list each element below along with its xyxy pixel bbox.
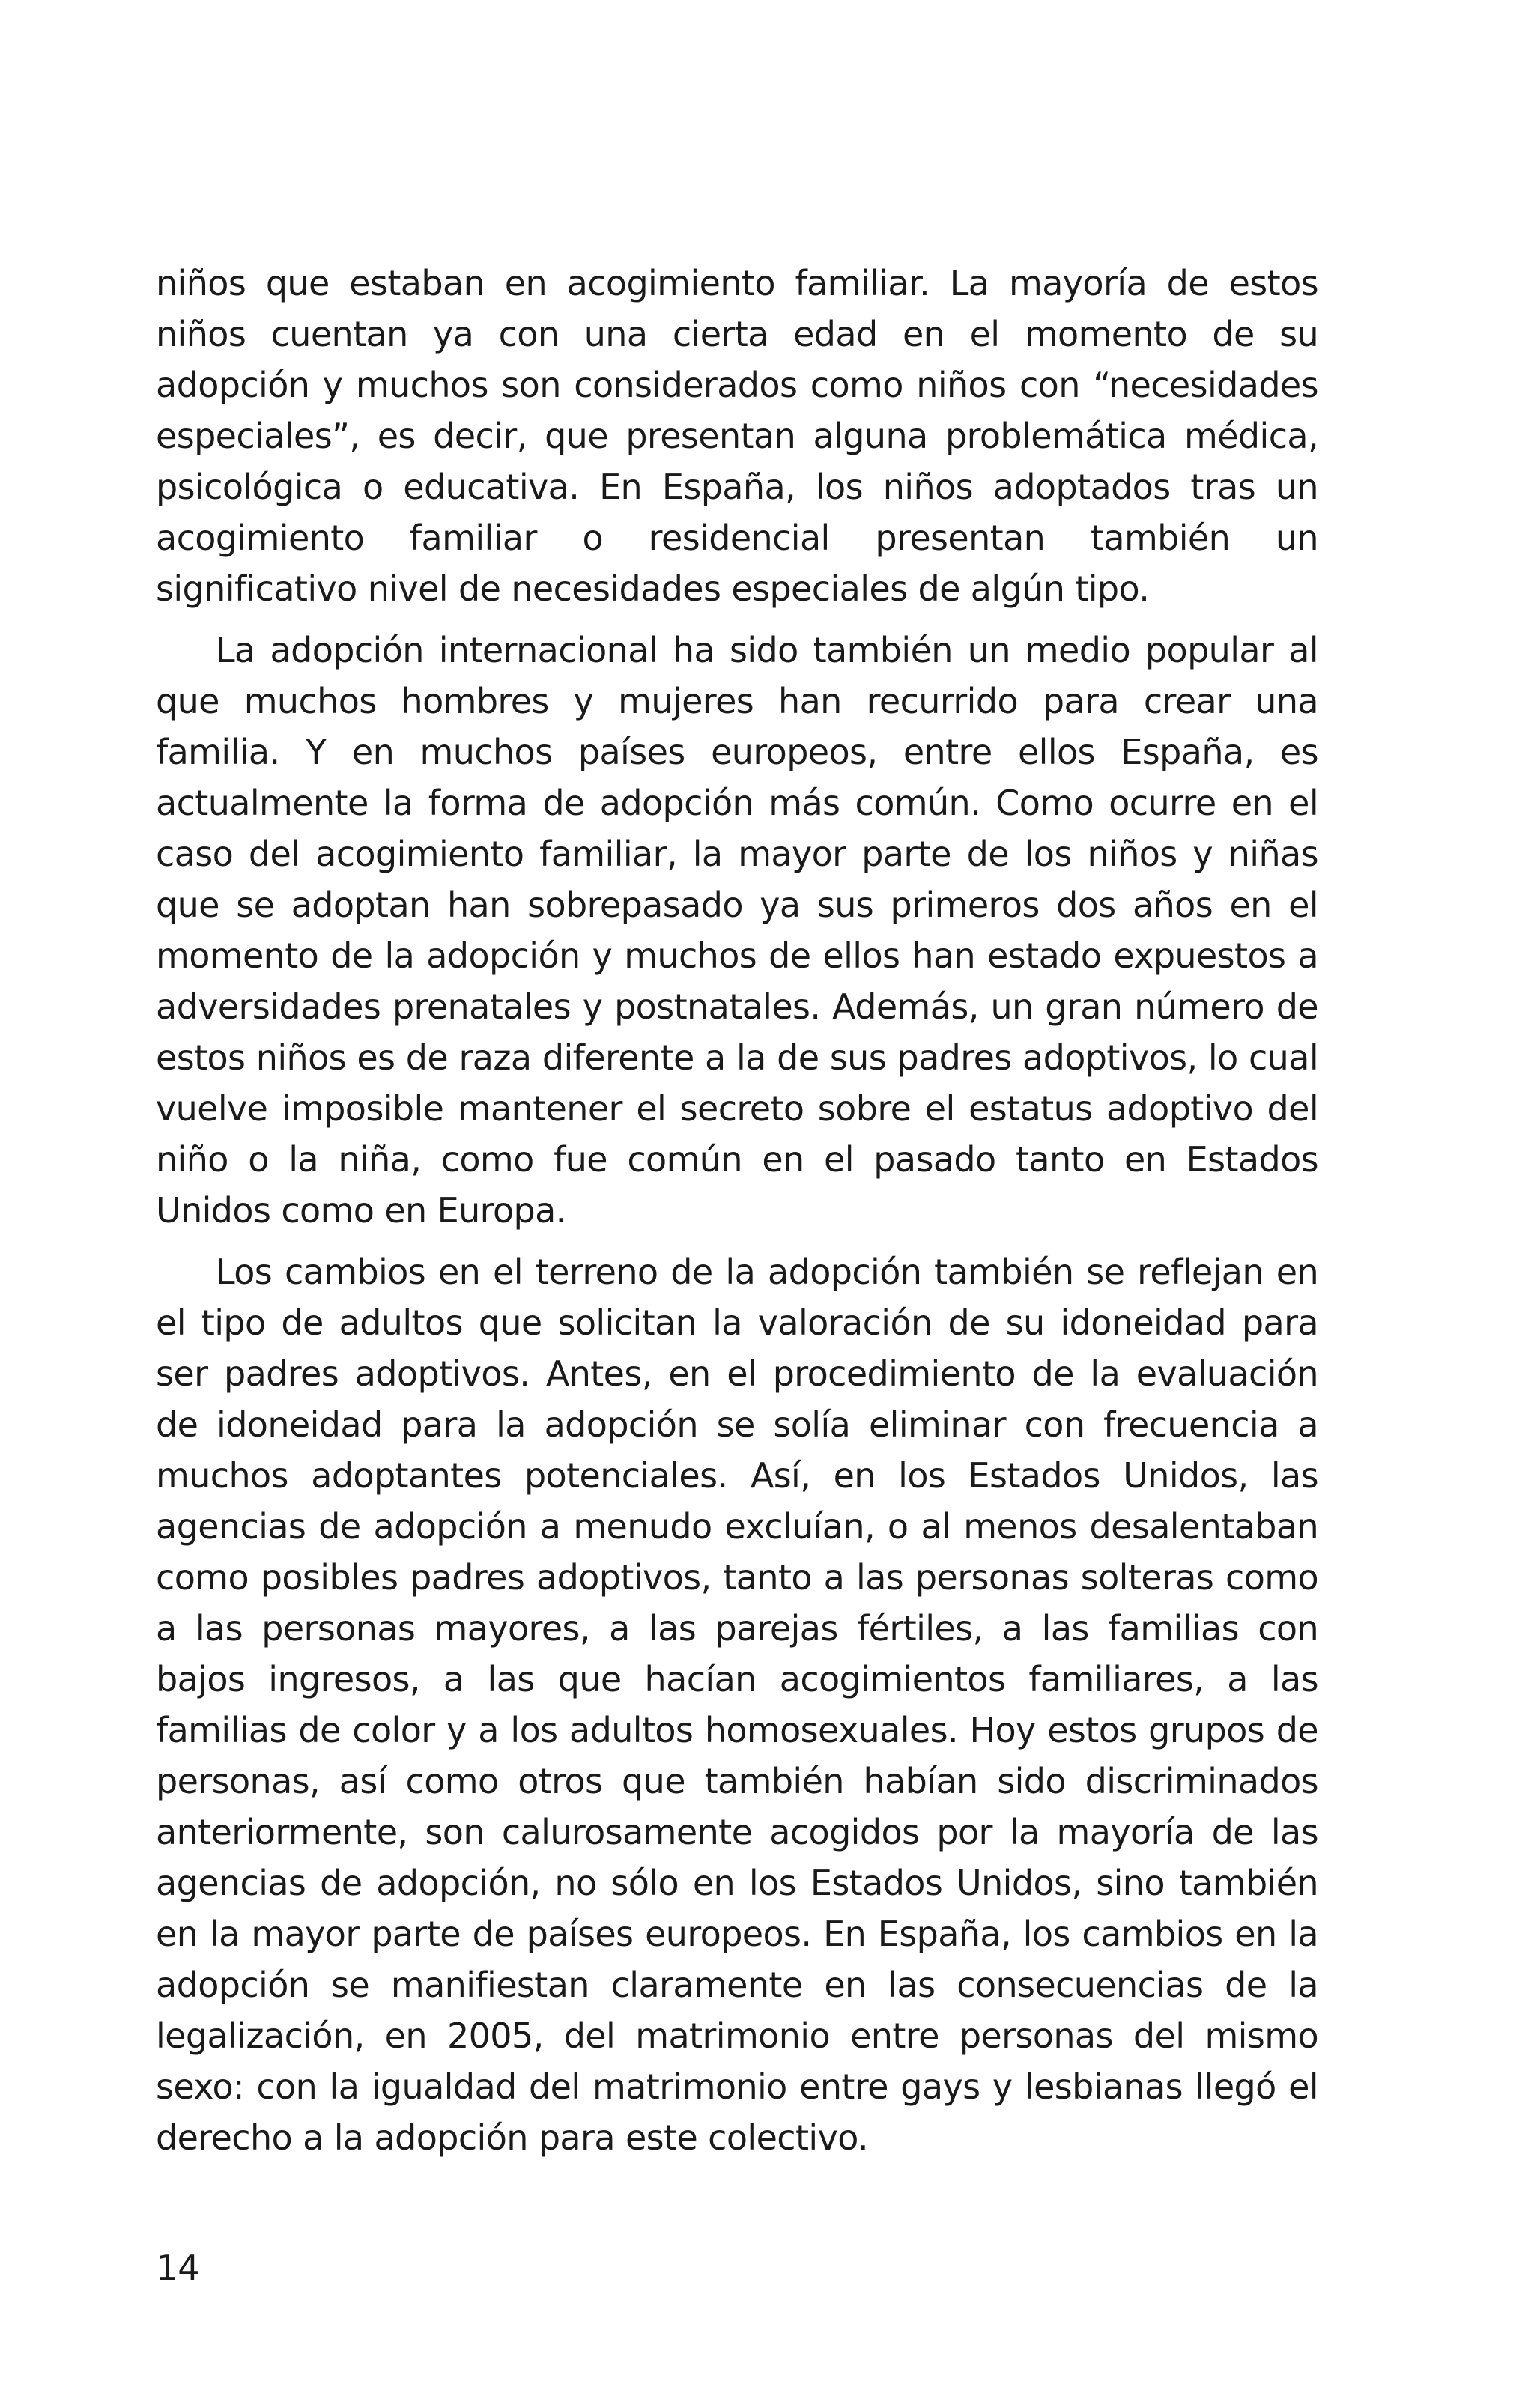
- page-number: 14: [156, 2248, 200, 2288]
- body-text: [156, 258, 1318, 2174]
- paragraph-1: niños que estaban en acogimiento familiar. La mayoría de estos niños cuentan ya con una cierta edad en el momento de su adopción y muchos son considerados como niños con “necesidades especiales”, es decir, que presentan alguna problemática médica, psicológica o educativa. En España, los niños adoptados tras un acogimiento familiar o residencial presentan también un significativo nivel de necesidades especiales de algún tipo.: [156, 263, 1318, 609]
- paragraph-3: Los cambios en el terreno de la adopción también se reflejan en el tipo de adultos que solicitan la valoración de su idoneidad para ser padres adoptivos. Antes, en el procedimiento de la evaluación de idoneidad para la adopción se solía eliminar con frecuencia a muchos adoptantes potenciales. Así, en los Estados Unidos, las agencias de adopción a menudo excluían, o al menos desalentaban como posibles padres adoptivos, tanto a las personas solteras como a las personas mayores, a las parejas fértiles, a las familias con bajos ingresos, a las que hacían acogimientos familiares, a las familias de color y a los adultos homosexuales. Hoy estos grupos de personas, así como otros que también habían sido discriminados anteriormente, son calurosamente acogidos por la mayoría de las agencias de adopción, no sólo en los Estados Unidos, sino también en la mayor parte de países europeos. En España, los cambios en la adopción se manifiestan claramente en las consecuencias de la legalización, en 2005, del matrimonio entre personas del mismo sexo: con la igualdad del matrimonio entre gays y lesbianas llegó el derecho a la adopción para este colectivo.: [156, 1252, 1318, 2158]
- paragraph-2: La adopción internacional ha sido también un medio popular al que muchos hombres y mujeres han recurrido para crear una familia. Y en muchos países europeos, entre ellos España, es actualmente la forma de adopción más común. Como ocurre en el caso del acogimiento familiar, la mayor parte de los niños y niñas que se adoptan han sobrepasado ya sus primeros dos años en el momento de la adopción y muchos de ellos han estado expuestos a adversidades prenatales y postnatales. Además, un gran número de estos niños es de raza diferente a la de sus padres adoptivos, lo cual vuelve imposible mantener el secreto sobre el estatus adoptivo del niño o la niña, como fue común en el pasado tanto en Estados Unidos como en Europa.: [156, 630, 1318, 1231]
